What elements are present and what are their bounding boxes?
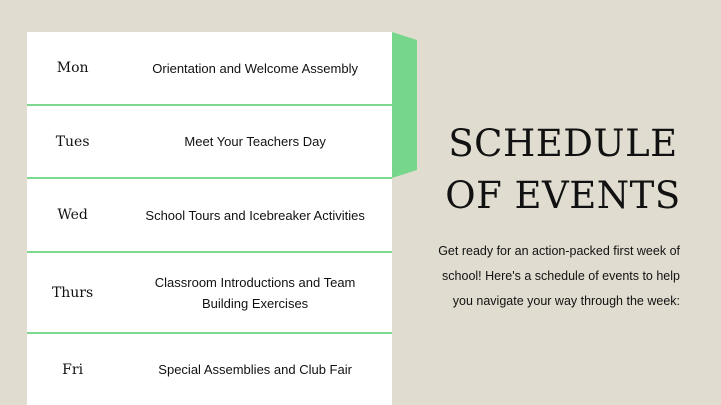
event-label: Special Assemblies and Club Fair [158,362,352,377]
day-label: Thurs [51,284,94,301]
event-label: Meet Your Teachers Day [184,134,326,149]
title-line-2: OF EVENTS [445,174,681,217]
day-label: Wed [57,207,88,223]
schedule-row-tues [27,106,392,177]
day-label: Mon [56,60,89,76]
day-label: Fri [62,361,84,378]
intro-text: Get ready for an action-packed first week of school! Here's a schedule of events to help you navigate your way through the week: [438,244,680,308]
page-title [432,118,694,222]
schedule-row-thurs [27,253,392,332]
event-label: Orientation and Welcome Assembly [152,60,358,76]
day-label: Tues [55,133,90,150]
schedule-table [27,32,392,405]
title-line-1: SCHEDULE [448,122,678,165]
accent-tab [392,32,417,178]
schedule-row-mon [27,32,392,104]
event-label: Classroom Introductions and Team Building Exercises [154,274,356,311]
schedule-row-fri [27,334,392,405]
schedule-row-wed [27,179,392,251]
event-label: School Tours and Icebreaker Activities [145,207,365,223]
